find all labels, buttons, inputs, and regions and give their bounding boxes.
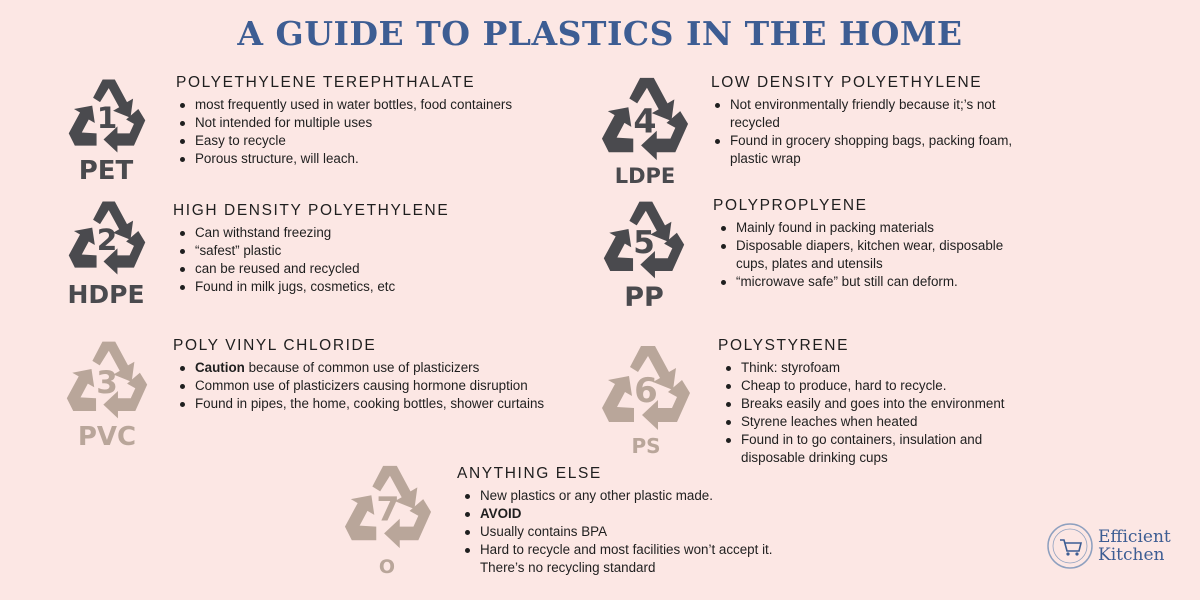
plastic-3-section [170,337,590,413]
logo-line-2: Kitchen [1098,545,1165,565]
plastic-1-section [173,74,573,168]
list-item: Mainly found in packing materials [736,219,1032,237]
list-item [195,359,590,377]
resin-number-4: 4 [633,101,657,141]
list-item: Cheap to produce, hard to recycle. [741,377,1041,395]
recycle-symbol-1-icon [64,76,150,156]
resin-number-3: 3 [96,364,118,401]
plastic-5-heading: POLYPROPLYENE [713,197,868,214]
list-item: Not environmentally friendly because it;’s not recycled [730,96,1030,132]
list-item: Found in pipes, the home, cooking bottles, shower curtains [195,395,590,413]
list-item: Hard to recycle and most facilities won’t accept it. There’s no recycling standard [480,541,800,577]
list-item: Disposable diapers, kitchen wear, disposable cups, plates and utensils [736,237,1032,273]
resin-number-2: 2 [96,223,118,258]
recycle-symbol-2-icon [64,198,150,278]
recycle-symbol-7-icon [340,462,436,552]
list-item: can be reused and recycled [195,260,570,278]
list-item: Styrene leaches when heated [741,413,1041,431]
caution-text: because of common use of plasticizers [244,360,480,375]
list-item: “safest” plastic [195,242,570,260]
efficient-kitchen-logo [1046,520,1176,574]
resin-code-pet: PET [78,156,134,186]
plastic-3-block [62,338,154,454]
resin-number-7: 7 [376,489,400,529]
resin-number-1: 1 [96,101,118,136]
plastic-6-section [715,337,1045,467]
plastic-2-heading: HIGH DENSITY POLYETHYLENE [173,202,450,219]
plastic-6-block [595,342,697,460]
list-item: Not intended for multiple uses [195,114,573,132]
list-item: Found in grocery shopping bags, packing foam, plastic wrap [730,132,1030,168]
list-item: Easy to recycle [195,132,573,150]
list-item: Think: styrofoam [741,359,1041,377]
resin-code-pp: PP [624,282,664,313]
list-item: Found in milk jugs, cosmetics, etc [195,278,570,296]
logo-line-1: Efficient [1098,527,1171,547]
page-title: A GUIDE TO PLASTICS IN THE HOME [237,14,963,53]
resin-code-hdpe: HDPE [67,280,145,309]
resin-number-6: 6 [634,371,658,411]
resin-code-o: O [378,556,396,578]
list-item: AVOID [480,505,800,523]
plastic-5-list [710,219,1032,291]
plastic-5-block [597,198,691,312]
list-item: Breaks easily and goes into the environment [741,395,1041,413]
resin-code-pvc: PVC [77,422,137,452]
list-item: Porous structure, will leach. [195,150,573,168]
caution-label: Caution [195,360,245,375]
list-item: “microwave safe” but still can deform. [736,273,1032,291]
plastic-5-section [710,197,1040,291]
recycle-symbol-6-icon [597,342,695,434]
plastic-4-heading: LOW DENSITY POLYETHYLENE [711,74,983,91]
plastic-2-list [170,224,570,296]
resin-code-ldpe: LDPE [614,164,676,188]
list-item: most frequently used in water bottles, food containers [195,96,573,114]
list-item: Usually contains BPA [480,523,800,541]
recycle-symbol-5-icon [599,198,689,282]
shopping-cart-icon [1046,522,1094,570]
list-item: Can withstand freezing [195,224,570,242]
plastic-4-section [708,74,1038,168]
logo-wordmark [1098,528,1171,564]
plastic-2-section [170,202,570,296]
plastic-1-list [173,96,573,168]
plastic-1-block [62,76,154,188]
plastic-6-heading: POLYSTYRENE [718,337,850,354]
plastic-7-block [338,462,438,582]
plastic-4-block [595,74,695,188]
plastic-7-section [454,465,814,577]
list-item: New plastics or any other plastic made. [480,487,800,505]
plastic-7-list [454,487,800,577]
plastic-6-list [715,359,1041,467]
plastic-2-block [62,198,154,310]
list-item: Common use of plasticizers causing hormone disruption [195,377,590,395]
plastic-7-heading: ANYTHING ELSE [457,465,602,482]
plastic-3-list [170,359,590,413]
plastic-3-heading: POLY VINYL CHLORIDE [173,337,377,354]
resin-number-5: 5 [633,224,655,261]
list-item: Found in to go containers, insulation and disposable drinking cups [741,431,1041,467]
plastic-4-list [708,96,1030,168]
plastic-1-heading: POLYETHYLENE TEREPHTHALATE [176,74,476,91]
recycle-symbol-3-icon [62,338,152,422]
resin-code-ps: PS [631,434,661,458]
recycle-symbol-4-icon [597,74,693,164]
